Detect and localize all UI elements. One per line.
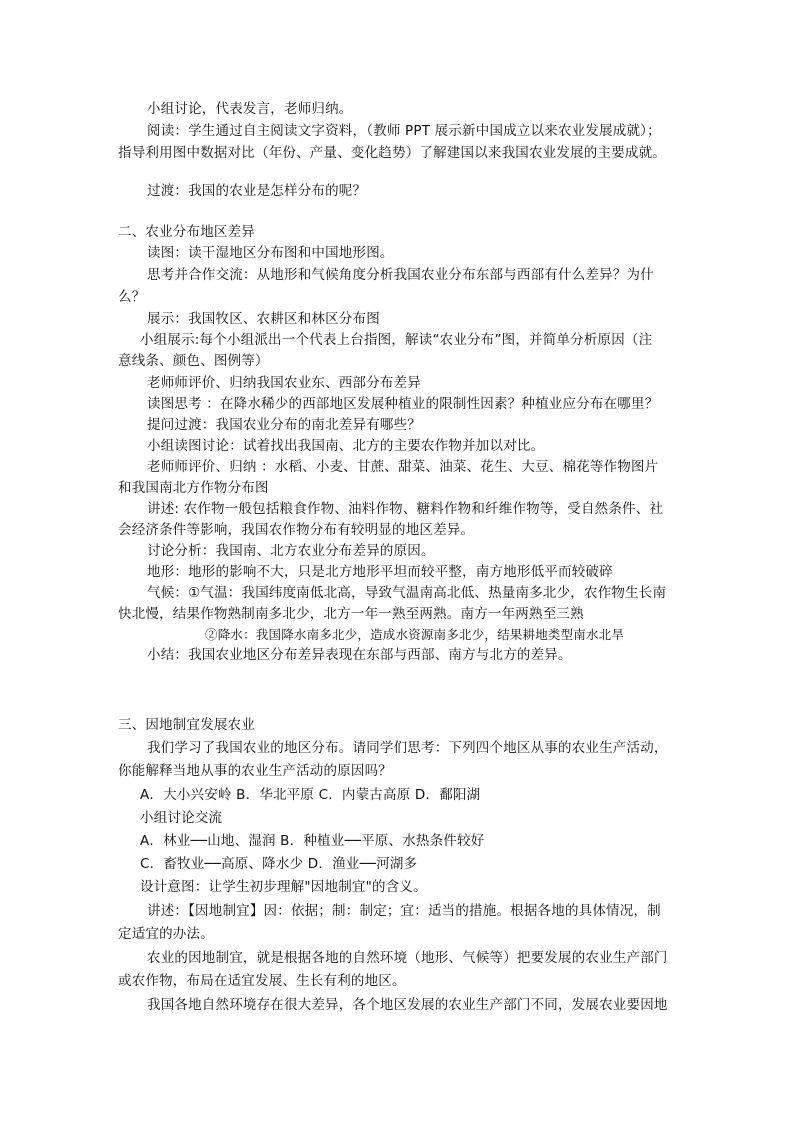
text-line: 讨论分析：我国南、北方农业分布差异的原因。 [147, 543, 435, 559]
text-line: 么？ [118, 289, 146, 305]
text-line: 设计意图：让学生初步理解"因地制宜"的含义。 [140, 879, 427, 895]
text-line: 我们学习了我国农业的地区分布。请同学们思考：下列四个地区从事的农业生产活动， [147, 740, 668, 756]
text-line: 或农作物，布局在适宜发展、生长有利的地区。 [118, 973, 406, 989]
section-heading: 二、农业分布地区差异 [118, 224, 255, 240]
text-line: 意线条、颜色、图例等） [118, 353, 269, 369]
text-line: 快北慢，结果作物熟制南多北少，北方一年一熟至两熟。南方一年两熟至三熟 [118, 606, 584, 622]
text-line: C．畜牧业──高原、降水少 D．渔业──河湖多 [140, 856, 418, 872]
text-line: 小组讨论，代表发言，老师归纳。 [147, 101, 353, 117]
text-line: 讲述: 农作物一般包括粮食作物、油料作物、糖料作物和纤维作物等，受自然条件、社 [147, 501, 664, 517]
text-line: A．林业──山地、湿润 B．种植业──平原、水热条件较好 [140, 833, 485, 849]
section-heading: 三、因地制宜发展农业 [118, 717, 255, 733]
text-line: 小结：我国农业地区分布差异表现在东部与西部、南方与北方的差异。 [147, 647, 572, 663]
text-line: 小组讨论交流 [140, 810, 223, 826]
text-line: 小组展示:每个小组派出一个代表上台指图，解读“农业分布”图，并简单分析原因（注 [140, 332, 653, 348]
text-line: 小组读图讨论：试着找出我国南、北方的主要农作物并加以对比。 [147, 438, 545, 454]
text-line: 你能解释当地从事的农业生产活动的原因吗？ [118, 763, 392, 779]
text-line: 展示：我国牧区、农耕区和林区分布图 [147, 311, 380, 327]
text-line: 定适宜的办法。 [118, 926, 214, 942]
text-line: 地形：地形的影响不大，只是北方地形平坦而较平整，南方地形低平而较破碎 [147, 564, 613, 580]
text-line: 讲述：【因地制宜】因：依据；制：制定；宜：适当的措施。根据各地的具体情况，制 [147, 903, 661, 919]
text-line: 读图思考 ：在降水稀少的西部地区发展种植业的限制性因素？种植业应分布在哪里？ [147, 396, 659, 412]
text-line: ②降水：我国降水南多北少，造成水资源南多北少，结果耕地类型南水北旱 [205, 627, 625, 642]
text-line: 提问过渡：我国农业分布的南北差异有哪些？ [147, 417, 421, 433]
text-line: 我国各地自然环境存在很大差异，各个地区发展的农业生产部门不同，发展农业要因地 [147, 997, 668, 1013]
text-line: 思考并合作交流：从地形和气候角度分析我国农业分布东部与西部有什么差异？为什 [147, 267, 654, 283]
text-line: 读图：读干湿地区分布图和中国地形图。 [147, 245, 394, 261]
text-line: 农业的因地制宜，就是根据各地的自然环境（地形、气候等）把要发展的农业生产部门 [147, 950, 668, 966]
text-line: 指导利用图中数据对比（年份、产量、变化趋势）了解建国以来我国农业发展的主要成就。 [118, 145, 666, 161]
text-line: 气候：①气温：我国纬度南低北高，导致气温南高北低、热量南多北少，农作物生长南 [147, 585, 667, 601]
text-line: A．大小兴安岭 B．华北平原 C．内蒙古高原 D．鄱阳湖 [140, 787, 481, 803]
text-line: 会经济条件等影响，我国农作物分布有较明显的地区差异。 [118, 522, 475, 538]
text-line: 老师师评价、归纳 ：水稻、小麦、甘蔗、甜菜、油菜、花生、大豆、棉花等作物图片 [147, 459, 659, 475]
text-line: 阅读：学生通过自主阅读文字资料，（教师 PPT 展示新中国成立以来农业发展成就）； [147, 123, 661, 139]
text-line: 和我国南北方作物分布图 [118, 480, 269, 496]
text-line: 老师师评价、归纳我国农业东、西部分布差异 [147, 375, 421, 391]
text-line: 过渡：我国的农业是怎样分布的呢？ [147, 183, 367, 199]
